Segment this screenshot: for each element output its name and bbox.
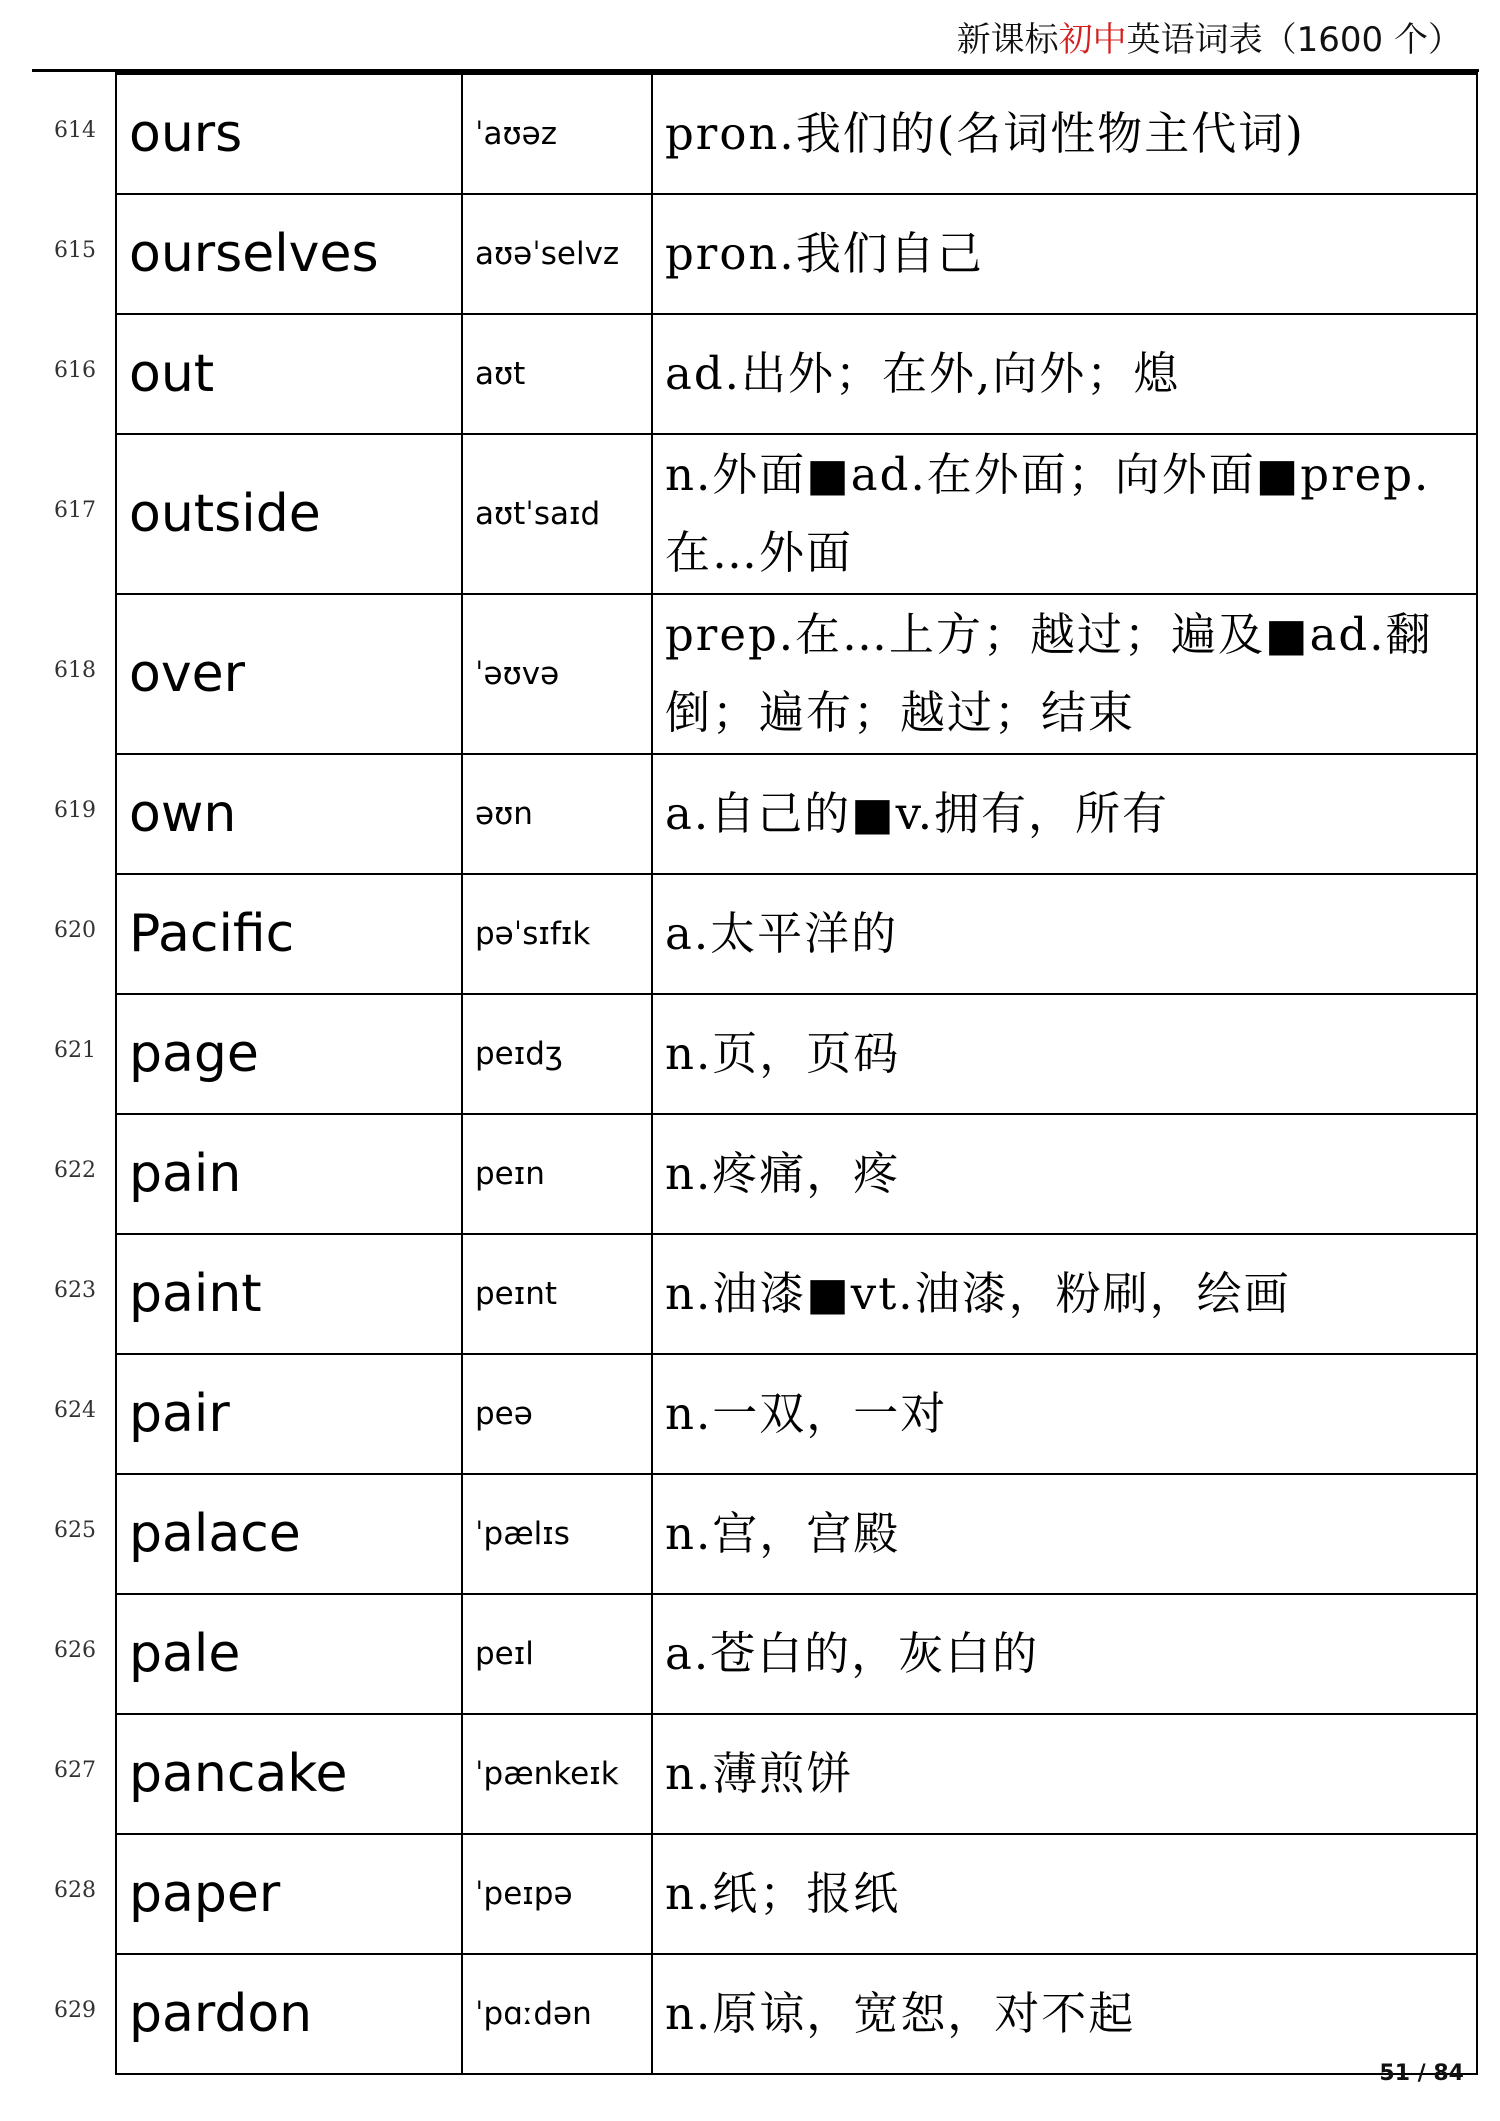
word-cell: [116, 74, 462, 194]
word-cell: [116, 754, 462, 874]
meaning-cell: [652, 1474, 1477, 1594]
row-number: 618: [54, 658, 96, 683]
word-cell: [116, 994, 462, 1114]
phonetic-cell: [462, 314, 652, 434]
row-number: 628: [54, 1878, 96, 1903]
word-text: pain: [129, 1143, 242, 1204]
phonetic-text: ˈaʊəz: [475, 115, 558, 152]
phonetic-text: ˈpɑːdən: [475, 1995, 592, 2032]
word-text: over: [129, 643, 245, 704]
meaning-cell: [652, 1354, 1477, 1474]
table-row: [116, 874, 1477, 994]
row-number: 616: [54, 358, 96, 383]
meaning-cell: [652, 314, 1477, 434]
phonetic-cell: [462, 1354, 652, 1474]
word-text: paper: [129, 1863, 281, 1924]
meaning-text: n.宫，宫殿: [665, 1506, 901, 1560]
row-number: 617: [54, 498, 96, 523]
row-number: 621: [54, 1038, 96, 1063]
word-text: out: [129, 343, 215, 404]
word-text: pale: [129, 1623, 241, 1684]
meaning-text: a.太平洋的: [665, 906, 899, 960]
meaning-cell: [652, 1114, 1477, 1234]
meaning-cell: [652, 1714, 1477, 1834]
word-text: own: [129, 783, 237, 844]
word-text: pair: [129, 1383, 230, 1444]
phonetic-text: peɪnt: [475, 1275, 558, 1312]
meaning-cell: [652, 994, 1477, 1114]
meaning-cell: [652, 194, 1477, 314]
phonetic-cell: [462, 1234, 652, 1354]
phonetic-text: aʊtˈsaɪd: [475, 495, 601, 532]
row-number: 626: [54, 1638, 96, 1663]
word-text: ourselves: [129, 223, 379, 284]
page-number: 51 / 84: [1379, 2061, 1464, 2086]
meaning-text: a.自己的■v.拥有，所有: [665, 786, 1170, 840]
meaning-text: n.油漆■vt.油漆，粉刷，绘画: [665, 1266, 1291, 1320]
meaning-text: ad.出外；在外,向外；熄: [665, 346, 1181, 400]
word-text: Pacific: [129, 903, 295, 964]
meaning-text: n.原谅，宽恕，对不起: [665, 1986, 1136, 2040]
meaning-cell: [652, 74, 1477, 194]
phonetic-cell: [462, 1714, 652, 1834]
meaning-text: pron.我们自己: [665, 226, 984, 280]
row-number: 622: [54, 1158, 96, 1183]
phonetic-cell: [462, 74, 652, 194]
phonetic-cell: [462, 994, 652, 1114]
meaning-text: a.苍白的，灰白的: [665, 1626, 1040, 1680]
word-text: pardon: [129, 1983, 313, 2044]
meaning-text: n.页，页码: [665, 1026, 901, 1080]
phonetic-text: əʊn: [475, 795, 533, 832]
phonetic-cell: [462, 874, 652, 994]
table-row: [116, 434, 1477, 594]
word-cell: [116, 1594, 462, 1714]
phonetic-text: peɪl: [475, 1635, 534, 1672]
table-row: [116, 1954, 1477, 2074]
table-row: [116, 1114, 1477, 1234]
title-highlight: 初中: [1058, 20, 1127, 60]
meaning-text: n.纸；报纸: [665, 1866, 901, 1920]
meaning-text: prep.在…上方；越过；遍及■ad.翻倒；遍布；越过；结束: [665, 607, 1433, 739]
row-number: 624: [54, 1398, 96, 1423]
meaning-text: n.外面■ad.在外面；向外面■prep.在…外面: [665, 447, 1431, 579]
title-suffix: 英语词表（1600 个）: [1126, 20, 1462, 60]
word-cell: [116, 1234, 462, 1354]
word-text: paint: [129, 1263, 262, 1324]
word-cell: [116, 1714, 462, 1834]
phonetic-cell: [462, 194, 652, 314]
phonetic-text: peə: [475, 1395, 533, 1432]
table-row: [116, 994, 1477, 1114]
phonetic-text: ˈəʊvə: [475, 655, 560, 692]
word-cell: [116, 1354, 462, 1474]
table-row: [116, 1834, 1477, 1954]
table-row: [116, 594, 1477, 754]
phonetic-cell: [462, 594, 652, 754]
row-number: 627: [54, 1758, 96, 1783]
table-row: [116, 74, 1477, 194]
word-text: pancake: [129, 1743, 348, 1804]
phonetic-cell: [462, 1954, 652, 2074]
meaning-text: pron.我们的(名词性物主代词): [665, 106, 1305, 160]
phonetic-text: peɪdʒ: [475, 1035, 563, 1072]
phonetic-cell: [462, 754, 652, 874]
phonetic-text: ˈpælɪs: [475, 1515, 570, 1552]
row-number: 615: [54, 238, 96, 263]
vocabulary-table: [115, 72, 1478, 2075]
table-row: [116, 1714, 1477, 1834]
word-cell: [116, 1114, 462, 1234]
meaning-text: n.一双，一对: [665, 1386, 948, 1440]
row-number: 625: [54, 1518, 96, 1543]
meaning-cell: [652, 1234, 1477, 1354]
phonetic-text: peɪn: [475, 1155, 545, 1192]
word-text: page: [129, 1023, 259, 1084]
phonetic-text: ˈpeɪpə: [475, 1875, 573, 1912]
phonetic-cell: [462, 1834, 652, 1954]
word-text: ours: [129, 103, 243, 164]
table-row: [116, 754, 1477, 874]
phonetic-cell: [462, 1594, 652, 1714]
word-cell: [116, 594, 462, 754]
phonetic-text: aʊəˈselvz: [475, 235, 620, 272]
table-row: [116, 1234, 1477, 1354]
table-row: [116, 194, 1477, 314]
word-cell: [116, 1954, 462, 2074]
meaning-cell: [652, 1954, 1477, 2074]
table-row: [116, 1474, 1477, 1594]
row-number: 620: [54, 918, 96, 943]
meaning-cell: [652, 1594, 1477, 1714]
table-row: [116, 314, 1477, 434]
word-text: palace: [129, 1503, 301, 1564]
meaning-text: n.疼痛，疼: [665, 1146, 901, 1200]
page-header-title: [957, 12, 1462, 61]
word-cell: [116, 434, 462, 594]
meaning-cell: [652, 1834, 1477, 1954]
row-number: 623: [54, 1278, 96, 1303]
meaning-cell: [652, 874, 1477, 994]
title-prefix: 新课标: [956, 20, 1059, 60]
row-number: 619: [54, 798, 96, 823]
table-row: [116, 1354, 1477, 1474]
row-number: 614: [54, 118, 96, 143]
meaning-text: n.薄煎饼: [665, 1746, 854, 1800]
word-cell: [116, 194, 462, 314]
meaning-cell: [652, 594, 1477, 754]
phonetic-cell: [462, 1474, 652, 1594]
phonetic-cell: [462, 1114, 652, 1234]
meaning-cell: [652, 434, 1477, 594]
meaning-cell: [652, 754, 1477, 874]
phonetic-text: pəˈsɪfɪk: [475, 915, 591, 952]
word-cell: [116, 1834, 462, 1954]
word-cell: [116, 1474, 462, 1594]
word-text: outside: [129, 483, 321, 544]
table-row: [116, 1594, 1477, 1714]
word-cell: [116, 874, 462, 994]
phonetic-text: aʊt: [475, 355, 526, 392]
word-cell: [116, 314, 462, 434]
phonetic-cell: [462, 434, 652, 594]
phonetic-text: ˈpænkeɪk: [475, 1755, 619, 1792]
row-number: 629: [54, 1998, 96, 2023]
